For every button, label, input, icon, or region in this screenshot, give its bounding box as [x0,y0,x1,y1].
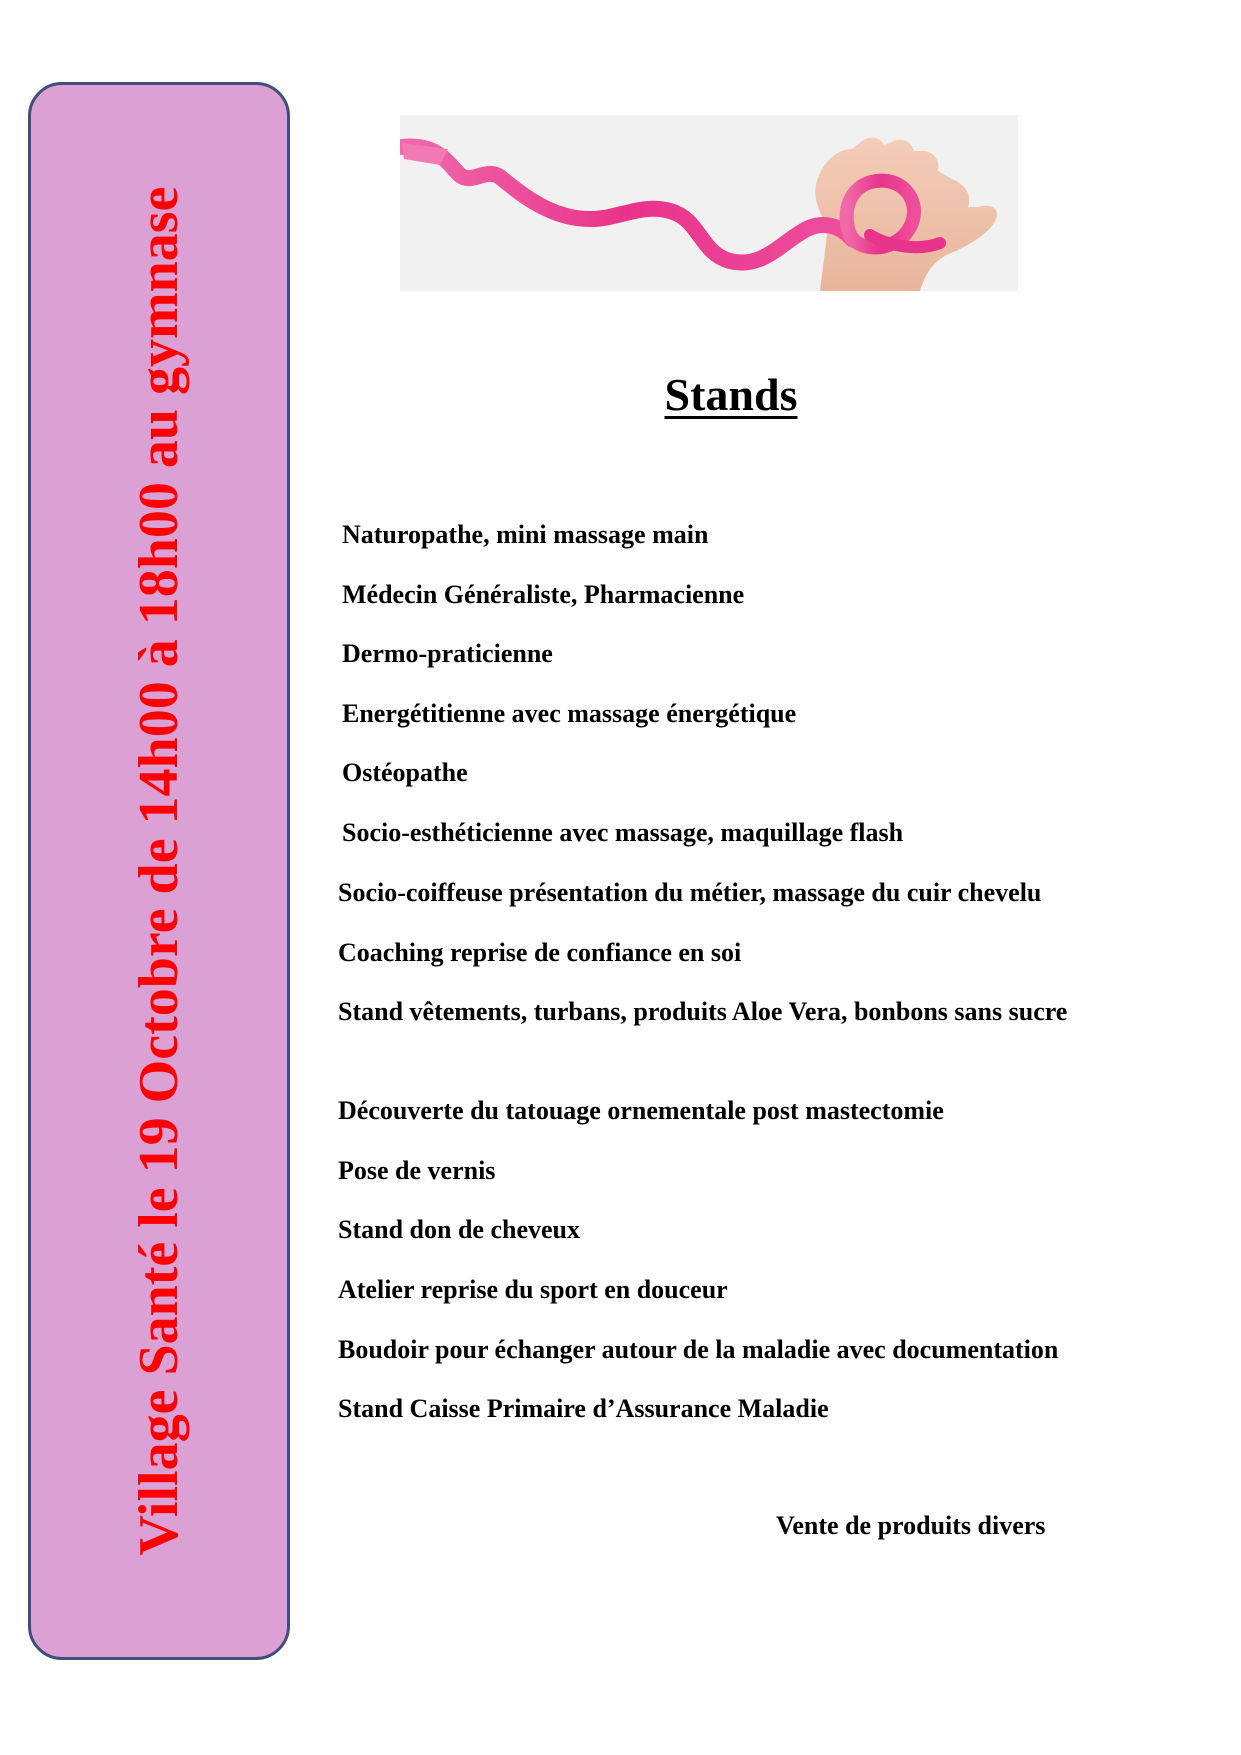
stand-item: Dermo-praticienne [342,639,553,668]
stand-item: Stand don de cheveux [338,1215,580,1244]
stand-item: Stand vêtements, turbans, produits Aloe Vera, bonbons sans sucre [338,997,1068,1026]
event-banner-text: Village Santé le 19 Octobre de 14h00 à 18h00 au gymnase [128,186,190,1556]
stand-item: Découverte du tatouage ornementale post mastectomie [338,1096,944,1125]
page-title-text: Stands [664,369,798,420]
stand-item: Atelier reprise du sport en douceur [338,1275,728,1304]
footer-note: Vente de produits divers [776,1511,1046,1540]
page-title [400,367,1062,422]
stand-item: Socio-esthéticienne avec massage, maquillage flash [342,818,904,847]
stand-item: Socio-coiffeuse présentation du métier, massage du cuir chevelu [338,878,1042,907]
stand-item: Pose de vernis [338,1156,496,1185]
side-banner [28,82,290,1660]
stand-item: Naturopathe, mini massage main [342,520,709,549]
stand-item: Boudoir pour échanger autour de la maladie avec documentation [338,1335,1059,1364]
pink-ribbon-hand-image [400,115,1018,291]
stand-item: Energétitienne avec massage énergétique [342,699,797,728]
stand-item: Médecin Généraliste, Pharmacienne [342,580,745,609]
stand-item: Coaching reprise de confiance en soi [338,938,742,967]
stand-item: Ostéopathe [342,758,468,787]
stand-item: Stand Caisse Primaire d’Assurance Maladie [338,1394,829,1423]
